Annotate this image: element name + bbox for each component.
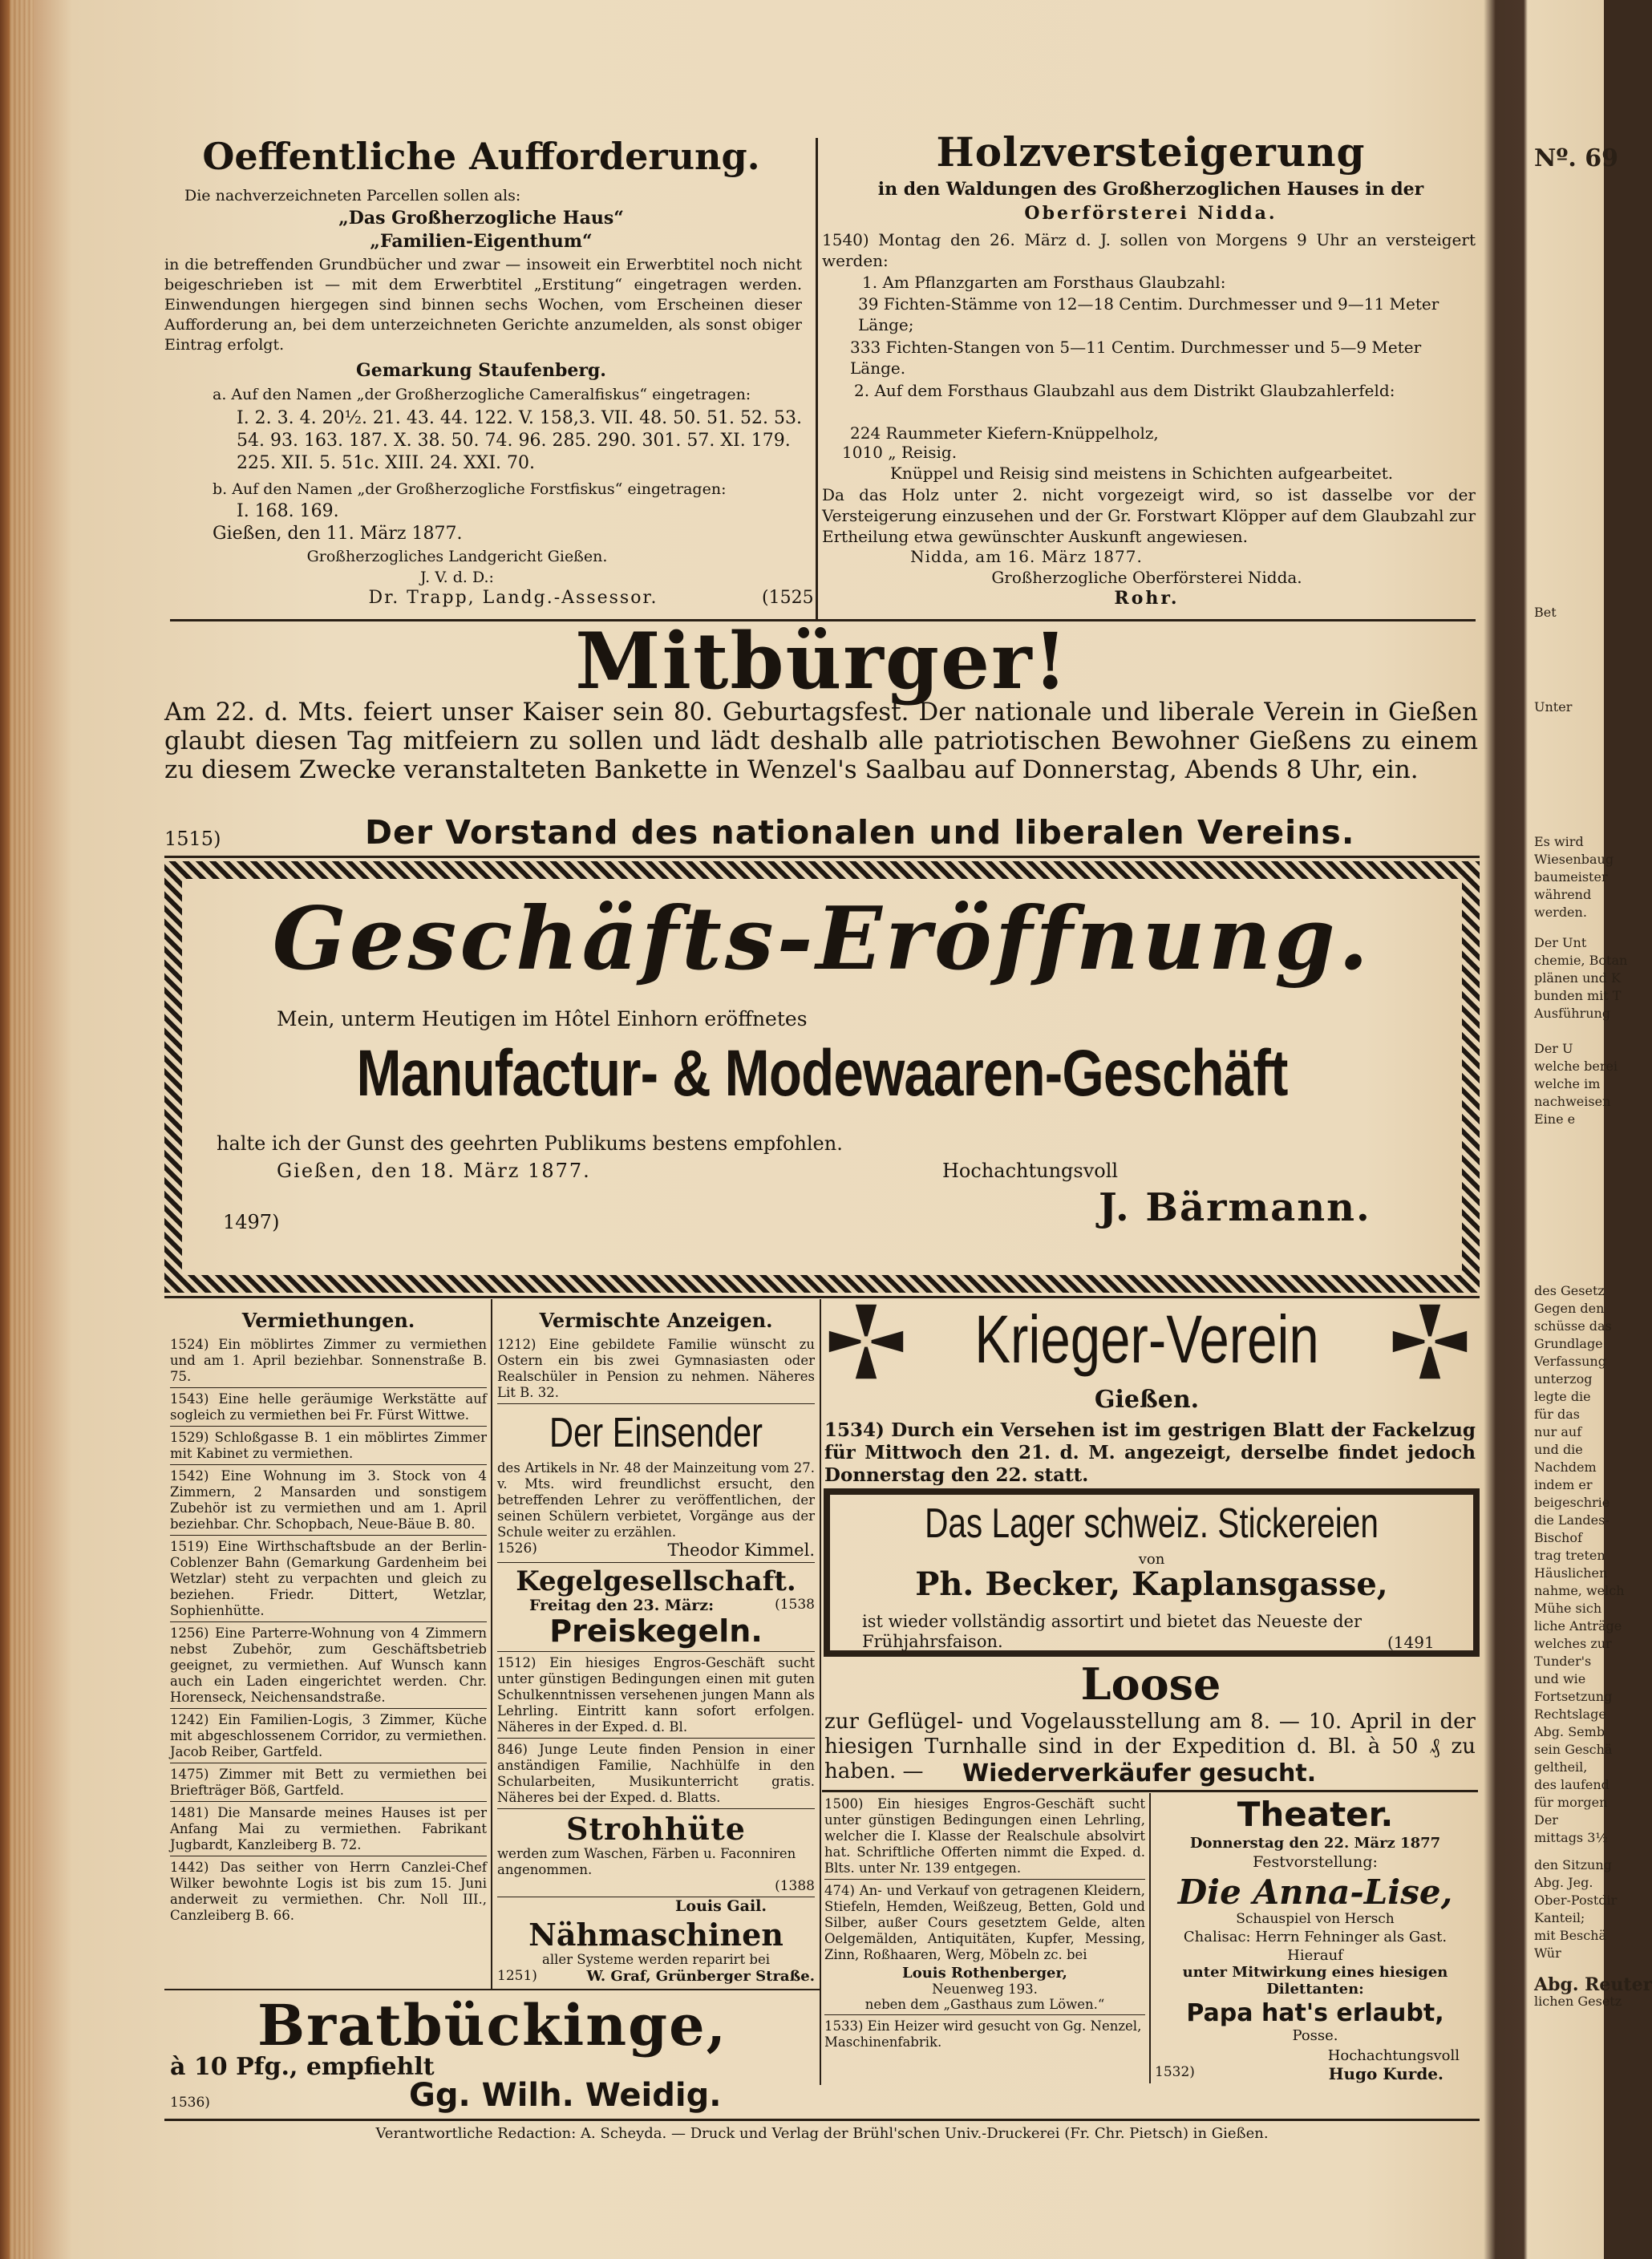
strip-text: lichen Gesetz: [1534, 1994, 1622, 2009]
strip-text: Mühe sich: [1534, 1601, 1602, 1616]
aufforderung-court: Großherzogliches Landgericht Gießen.: [306, 548, 608, 565]
strip-text: Gegen den: [1534, 1301, 1605, 1316]
aufforderung-title: Oeffentliche Aufforderung.: [202, 135, 760, 178]
theater-date: Donnerstag den 22. März 1877: [1189, 1835, 1441, 1852]
a-list: I. 2. 3. 4. 20½. 21. 43. 44. 122. V. 158,3. VII. 48. 50. 51. 52. 53. 54. 93. 163. 187. X. 38. 50. 74. 96. 285. 290. 301. 57. XI. 179. 225. XII. 5. 51c. XIII. 24. XXI. 70.: [237, 408, 803, 473]
strip-text: nachweisen: [1534, 1094, 1611, 1109]
column-divider: [820, 1299, 821, 2085]
strip-text: welche im: [1534, 1076, 1601, 1091]
strip-text: Rechtslage: [1534, 1706, 1606, 1722]
strip-text: Verfassung: [1534, 1354, 1606, 1369]
brat-num: 1536): [170, 2095, 210, 2111]
classified-ad: 1529) Schloßgasse B. 1 ein möblirtes Zimmer mit Kabinet zu vermiethen.: [170, 1430, 487, 1465]
aufforderung-sign: Dr. Trapp, Landg.-Assessor.: [368, 588, 658, 608]
strip-text: des Gesetz: [1534, 1283, 1605, 1298]
vermiethungen-column: [170, 1309, 487, 1927]
kegel-date: Freitag den 23. März:: [529, 1597, 715, 1614]
holz-l5: 2. Auf dem Forsthaus Glaubzahl aus dem Distrikt Glaubzahlerfeld:: [854, 381, 1395, 400]
strip-text: indem er: [1534, 1477, 1593, 1492]
stroh-num: (1388: [775, 1878, 815, 1894]
mitbuerger-sign: Der Vorstand des nationalen und liberalen Vereins.: [365, 813, 1355, 852]
classified-ad: 1256) Eine Parterre-Wohnung von 4 Zimmern nebst Zubehör, zum Geschäftsbetrieb geeignet, zu vermiethen. Auf Wunsch kann auch ein Laden eingerichtet werden. Chr. Horenseck, Neichensandstraße.: [170, 1625, 487, 1709]
strip-text: Bischof: [1534, 1530, 1582, 1545]
theater-greet: Hochachtungsvoll: [1327, 2047, 1460, 2064]
column-divider: [816, 138, 818, 619]
rothenberger-addr: Neuenweg 193.: [932, 1982, 1038, 1997]
strip-text: beigeschrie: [1534, 1495, 1610, 1510]
holz-l6: 224 Raummeter Kiefern-Knüppelholz,: [850, 423, 1159, 443]
column-divider: [491, 1299, 492, 1989]
holz-l1: 1540) Montag den 26. März d. J. sollen von Morgens 9 Uhr an versteigert werden:: [822, 230, 1476, 270]
mitbuerger-title: Mitbürger!: [575, 616, 1069, 706]
holz-date: Nidda, am 16. März 1877.: [910, 547, 1143, 566]
strip-text: unterzog: [1534, 1371, 1593, 1387]
strip-text: Der U: [1534, 1041, 1573, 1056]
stroh-title: Strohhüte: [566, 1811, 746, 1847]
strip-text: Abg. Reuter: [1534, 1974, 1652, 1995]
holz-l3: 39 Fichten-Stämme von 12—18 Centim. Durchmesser und 9—11 Meter Länge;: [858, 294, 1439, 334]
a-line: a. Auf den Namen „der Großherzogliche Cameralfiskus“ eingetragen:: [213, 386, 751, 403]
aufforderung-date: Gießen, den 11. März 1877.: [213, 524, 463, 544]
geschaeft-line2: halte ich der Gunst des geehrten Publikums bestens empfohlen.: [217, 1132, 843, 1155]
aufforderung-name2: „Familien-Eigenthum“: [370, 231, 593, 252]
b-list: I. 168. 169.: [237, 501, 339, 521]
brat-sign: Gg. Wilh. Weidig.: [409, 2077, 722, 2114]
geschaeft-greet: Hochachtungsvoll: [942, 1160, 1119, 1182]
theater-play-sub: Schauspiel von Hersch: [1236, 1911, 1395, 1927]
krieger-title: Krieger-Verein: [974, 1302, 1319, 1377]
mitbuerger-num: 1515): [164, 828, 221, 850]
strip-text: schüsse das: [1534, 1318, 1612, 1334]
theater-posse: Posse.: [1292, 2027, 1338, 2044]
strip-text: Tunder's: [1534, 1654, 1592, 1669]
geschaeft-date: Gießen, den 18. März 1877.: [277, 1160, 591, 1182]
naeh-num: 1251): [497, 1968, 537, 1984]
mitbuerger-body: Am 22. d. Mts. feiert unser Kaiser sein 80. Geburtagsfest. Der nationale und liberale Verein in Gießen glaubt diesen Tag mitfeiern zu sollen und lädt deshalb alle patriotischen Bewohner Gießens zu einem zu diesem Zwecke veranstalteten Bankette in Wenzel's Saalbau auf Donnerstag, Abends 8 Uhr, ein.: [164, 698, 1478, 784]
strip-text: Es wird: [1534, 834, 1584, 849]
strip-text: trag treten: [1534, 1548, 1605, 1563]
holz-sub2: Oberförsterei Nidda.: [1024, 203, 1277, 224]
strip-text: Unter: [1534, 699, 1573, 715]
strip-text: nahme, welch: [1534, 1583, 1625, 1598]
strip-text: Häuslichen: [1534, 1565, 1608, 1581]
strip-text: welche berei: [1534, 1059, 1618, 1074]
strip-text: für das: [1534, 1407, 1580, 1422]
gemarkung-heading: Gemarkung Staufenberg.: [356, 360, 606, 381]
geschaeft-big: Manufactur- & Modewaaren-Geschäft: [356, 1037, 1288, 1110]
holz-title: Holzversteigerung: [936, 128, 1366, 176]
loose-body: zur Geflügel- und Vogelausstellung am 8. — 10. April in der hiesigen Turnhalle sind in der Expedition d. Bl. à 50 ₰ zu haben. —: [824, 1710, 1476, 1783]
strip-text: bunden mit T: [1534, 988, 1622, 1003]
strip-text: werden.: [1534, 905, 1587, 920]
strip-text: baumeister: [1534, 869, 1608, 885]
holz-l8: Knüppel und Reisig sind meistens in Schichten aufgearbeitet.: [890, 464, 1394, 483]
theater-sign: Hugo Kurde.: [1328, 2064, 1443, 2083]
strip-text: Wiesenbaug: [1534, 852, 1614, 867]
strip-text: liche Anträge: [1534, 1618, 1622, 1634]
holz-l2: 1. Am Pflanzgarten am Forsthaus Glaubzahl:: [862, 273, 1226, 292]
aufforderung-body: in die betreffenden Grundbücher und zwar — insoweit ein Erwerbtitel noch nicht beigeschrieben ist — mit dem Erwerbtitel „Erstitung“ eingetragen werden. Einwendungen hiergegen sind binnen sechs Wochen, vom Erscheinen dieser Aufforderung an, bei dem unterzeichneten Gerichte anzumelden, als sonst obiger Eintrag erfolgt.: [164, 256, 802, 354]
holz-l4: 333 Fichten-Stangen von 5—11 Centim. Durchmesser und 5—9 Meter Länge.: [850, 338, 1422, 378]
aufforderung-intro: Die nachverzeichneten Parcellen sollen als:: [184, 187, 521, 204]
strip-text: sein Geschä: [1534, 1742, 1613, 1757]
strip-text: und wie: [1534, 1671, 1586, 1686]
strip-text: Ober-Postdir: [1534, 1893, 1618, 1908]
geschaeft-title: Geschäfts-Eröffnung.: [272, 889, 1372, 990]
strip-text: die Landes-: [1534, 1512, 1609, 1528]
strip-text: Grundlage: [1534, 1336, 1603, 1351]
kegel-title: Kegelgesellschaft.: [516, 1565, 796, 1597]
vermischte-heading: Vermischte Anzeigen.: [539, 1309, 773, 1332]
krieger-city: Gießen.: [1094, 1386, 1200, 1414]
stroh-body: werden zum Waschen, Färben u. Faconniren angenommen.: [497, 1846, 796, 1877]
classified-ad: 1242) Ein Familien-Logis, 3 Zimmer, Küche mit abgeschlossenem Corridor, zu vermiethen. Jacob Reiber, Gartfeld.: [170, 1712, 487, 1763]
strip-text: Eine e: [1534, 1111, 1576, 1127]
holz-sign: Rohr.: [1114, 588, 1180, 609]
classified-ad: 1475) Zimmer mit Bett zu vermiethen bei Briefträger Böß, Gartfeld.: [170, 1767, 487, 1802]
einsender-sign: Theodor Kimmel.: [667, 1540, 815, 1560]
loose-title: Loose: [1080, 1658, 1221, 1710]
theater-guest: Chalisac: Herrn Fehninger als Gast.: [1183, 1929, 1448, 1945]
theater-title: Theater.: [1237, 1795, 1394, 1834]
strip-text: Der Unt: [1534, 935, 1587, 950]
strip-text: Kanteil;: [1534, 1910, 1585, 1925]
krieger-body: 1534) Durch ein Versehen ist im gestrigen Blatt der Fackelzug für Mittwoch den 21. d. M. angezeigt, derselbe findet jedoch Donnerstag den 22. statt.: [824, 1419, 1476, 1486]
brat-title: Bratbückinge,: [257, 1992, 728, 2059]
holz-office: Großherzogliche Oberförsterei Nidda.: [991, 568, 1302, 587]
lager-body: ist wieder vollständig assortirt und bietet das Neueste der Frühjahrsfaison.: [862, 1612, 1362, 1651]
kegel-big: Preiskegeln.: [497, 1614, 815, 1652]
classified-ad: 1524) Ein möblirtes Zimmer zu vermiethen und am 1. April beziehbar. Sonnenstraße B. 75.: [170, 1337, 487, 1388]
strip-text: und die: [1534, 1442, 1583, 1457]
strip-text: des laufend: [1534, 1777, 1609, 1792]
book-page-edge: [10, 0, 34, 2259]
rothenberger-addr2: neben dem „Gasthaus zum Löwen.“: [824, 1997, 1145, 2015]
brat-price: à 10 Pfg., empfiehlt: [170, 2053, 435, 2081]
naeh-title: Nähmaschinen: [528, 1917, 783, 1953]
naeh-body: aller Systeme werden reparirt bei: [542, 1952, 770, 1967]
theater-play: Die Anna-Lise,: [1177, 1872, 1453, 1912]
footer-rule: [164, 2119, 1480, 2121]
vermischte-column: [497, 1309, 815, 1985]
page-number: Nº. 69: [1534, 144, 1619, 172]
classified-ad: 846) Junge Leute finden Pension in einer anständigen Familie, Nachhülfe in den Schularbeiten, Musikunterricht gratis. Näheres bei der Exped. d. Blatts.: [497, 1742, 815, 1809]
strip-text: während: [1534, 887, 1592, 902]
classified-ad: 1543) Eine helle geräumige Werkstätte auf sogleich zu vermiethen bei Fr. Fürst Wittwe.: [170, 1391, 487, 1427]
lager-num: (1491: [1387, 1633, 1435, 1652]
b-line: b. Auf den Namen „der Großherzogliche Forstfiskus“ eingetragen:: [213, 480, 727, 498]
holz-sub1: in den Waldungen des Großherzoglichen Hauses in der: [877, 179, 1424, 200]
strip-text: chemie, Botan: [1534, 953, 1628, 968]
strip-text: den Sitzung: [1534, 1857, 1612, 1872]
strip-text: Wür: [1534, 1945, 1561, 1961]
einsender-title: Der Einsender: [549, 1410, 763, 1456]
aufforderung-jvdd: J. V. d. D.:: [420, 569, 494, 586]
small-ads-column: [824, 1796, 1145, 2051]
theater-fest: Festvorstellung:: [1253, 1853, 1378, 1871]
footer-imprint: Verantwortliche Redaction: A. Scheyda. — Druck und Verlag der Brühl'schen Univ.-Druckerei (Fr. Chr. Pietsch) in Gießen.: [375, 2125, 1269, 2142]
aufforderung-name1: „Das Großherzogliche Haus“: [338, 208, 624, 229]
aufforderung-num: (1525: [762, 588, 814, 608]
classified-ad: 1519) Eine Wirthschaftsbude an der Berlin-Coblenzer Bahn (Gemarkung Gardenheim bei Wetzlar) steht zu verpachten und gleich zu beziehen. Friedr. Dittert, Wetzlar, Sophienhütte.: [170, 1539, 487, 1622]
classified-ad: 1542) Eine Wohnung im 3. Stock von 4 Zimmern, 2 Mansarden und sonstigem Zubehör ist zu vermiethen und am 1. April beziehbar. Chr. Schopbach, Neue-Bäue B. 80.: [170, 1468, 487, 1536]
theater-play2: Papa hat's erlaubt,: [1186, 1999, 1444, 2027]
classified-ad: 1533) Ein Heizer wird gesucht von Gg. Nenzel, Maschinenfabrik.: [824, 2018, 1142, 2050]
strip-text: Der: [1534, 1812, 1558, 1828]
classified-ad: 1212) Eine gebildete Familie wünscht zu Ostern ein bis zwei Gymnasiasten oder Realschüler in Pension zu nehmen. Näheres Lit B. 32.: [497, 1337, 815, 1404]
theater-column: [1155, 1796, 1476, 2083]
holz-l9: Da das Holz unter 2. nicht vorgezeigt wird, so ist dasselbe vor der Versteigerung einzusehen und der Gr. Forstwart Klöpper auf dem Glaubzahl zur Ertheilung etwa gewünschter Auskunft angewiesen.: [822, 485, 1476, 546]
theater-mitw: unter Mitwirkung eines hiesigen Dilettanten:: [1182, 1964, 1448, 1998]
einsender-body: des Artikels in Nr. 48 der Mainzeitung vom 27. v. Mts. wird freundlichst ersucht, den betreffenden Lehrer zu veröffentlichen, der seinen Schülern verbietet, Vorgänge aus der Schule weiter zu erzählen.: [497, 1460, 815, 1540]
iron-cross-icon: [1386, 1298, 1474, 1386]
geschaeft-num: 1497): [223, 1211, 280, 1233]
section-rule: [164, 856, 1480, 858]
classified-ad: 1512) Ein hiesiges Engros-Geschäft sucht unter günstigen Bedingungen einen mit guten Schulkenntnissen versehenen jungen Mann als Lehrling. Eintritt kann sofort erfolgen. Näheres in der Exped. d. Bl.: [497, 1655, 815, 1739]
geschaeft-line1: Mein, unterm Heutigen im Hôtel Einhorn eröffnetes: [277, 1007, 808, 1030]
section-rule: [822, 1790, 1478, 1792]
section-rule: [164, 1989, 820, 1990]
lager-von: von: [1138, 1551, 1165, 1568]
strip-text: nur auf: [1534, 1424, 1582, 1439]
naeh-sign: W. Graf, Grünberger Straße.: [586, 1968, 815, 1985]
column-divider: [1149, 1793, 1151, 2083]
theater-hierauf: Hierauf: [1287, 1947, 1343, 1964]
strip-text: Abg. Semb: [1534, 1724, 1605, 1739]
vermiethungen-heading: Vermiethungen.: [241, 1309, 415, 1332]
adjacent-page-strip: [1528, 0, 1652, 2259]
holz-l7: 1010 „ Reisig.: [842, 443, 958, 462]
theater-num: 1532): [1155, 2064, 1195, 2080]
strip-text: Abg. Jeg.: [1534, 1875, 1593, 1890]
lager-name: Ph. Becker, Kaplansgasse,: [915, 1565, 1388, 1603]
strip-text: mit Beschä: [1534, 1928, 1607, 1943]
einsender-num: 1526): [497, 1540, 537, 1557]
rothenberger-sign: Louis Rothenberger,: [902, 1965, 1067, 1982]
classified-ad: 1481) Die Mansarde meines Hauses ist per Anfang Mai zu vermiethen. Fabrikant Jugbardt, Kanzleiberg B. 72.: [170, 1805, 487, 1856]
classified-ad: 1500) Ein hiesiges Engros-Geschäft sucht unter günstigen Bedingungen einen Lehrling, welcher die I. Klasse der Realschule absolvirt hat. Schriftliche Offerten nimmt die Exped. d. Blts. unter Nr. 139 entgegen.: [824, 1796, 1145, 1880]
strip-text: geltheil,: [1534, 1759, 1588, 1775]
kegel-num: (1538: [775, 1597, 815, 1613]
strip-text: für morgen: [1534, 1795, 1608, 1810]
strip-text: legte die: [1534, 1389, 1591, 1404]
classified-ad: 474) An- und Verkauf von getragenen Kleidern, Stiefeln, Hemden, Weißzeug, Betten, Gold und Silber, außer Cours gesetztem Gelde, alten Oelgemälden, Antiquitäten, Kupfer, Messing, Zinn, Roßhaaren, Werg, Möbeln zc. bei: [824, 1883, 1145, 1962]
strip-text: plänen und K: [1534, 970, 1621, 986]
strip-text: Ausführung: [1534, 1006, 1611, 1021]
iron-cross-icon: [822, 1298, 910, 1386]
strip-text: welches zur: [1534, 1636, 1612, 1651]
strip-text: Bet: [1534, 605, 1557, 620]
strip-text: Nachdem: [1534, 1459, 1597, 1475]
classified-ad: 1442) Das seither von Herrn Canzlei-Chef Wilker bewohnte Logis ist bis zum 15. Juni anderweit zu vermiethen. Chr. Noll III., Canzleiberg B. 66.: [170, 1860, 487, 1923]
strip-text: mittags 3½: [1534, 1830, 1608, 1845]
loose-wieder: Wiederverkäufer gesucht.: [962, 1759, 1317, 1787]
lager-title: Das Lager schweiz. Stickereien: [925, 1500, 1379, 1547]
geschaeft-sign: J. Bärmann.: [1099, 1185, 1371, 1230]
strip-text: Fortsetzung: [1534, 1689, 1613, 1704]
stroh-sign: Louis Gail.: [675, 1897, 767, 1915]
